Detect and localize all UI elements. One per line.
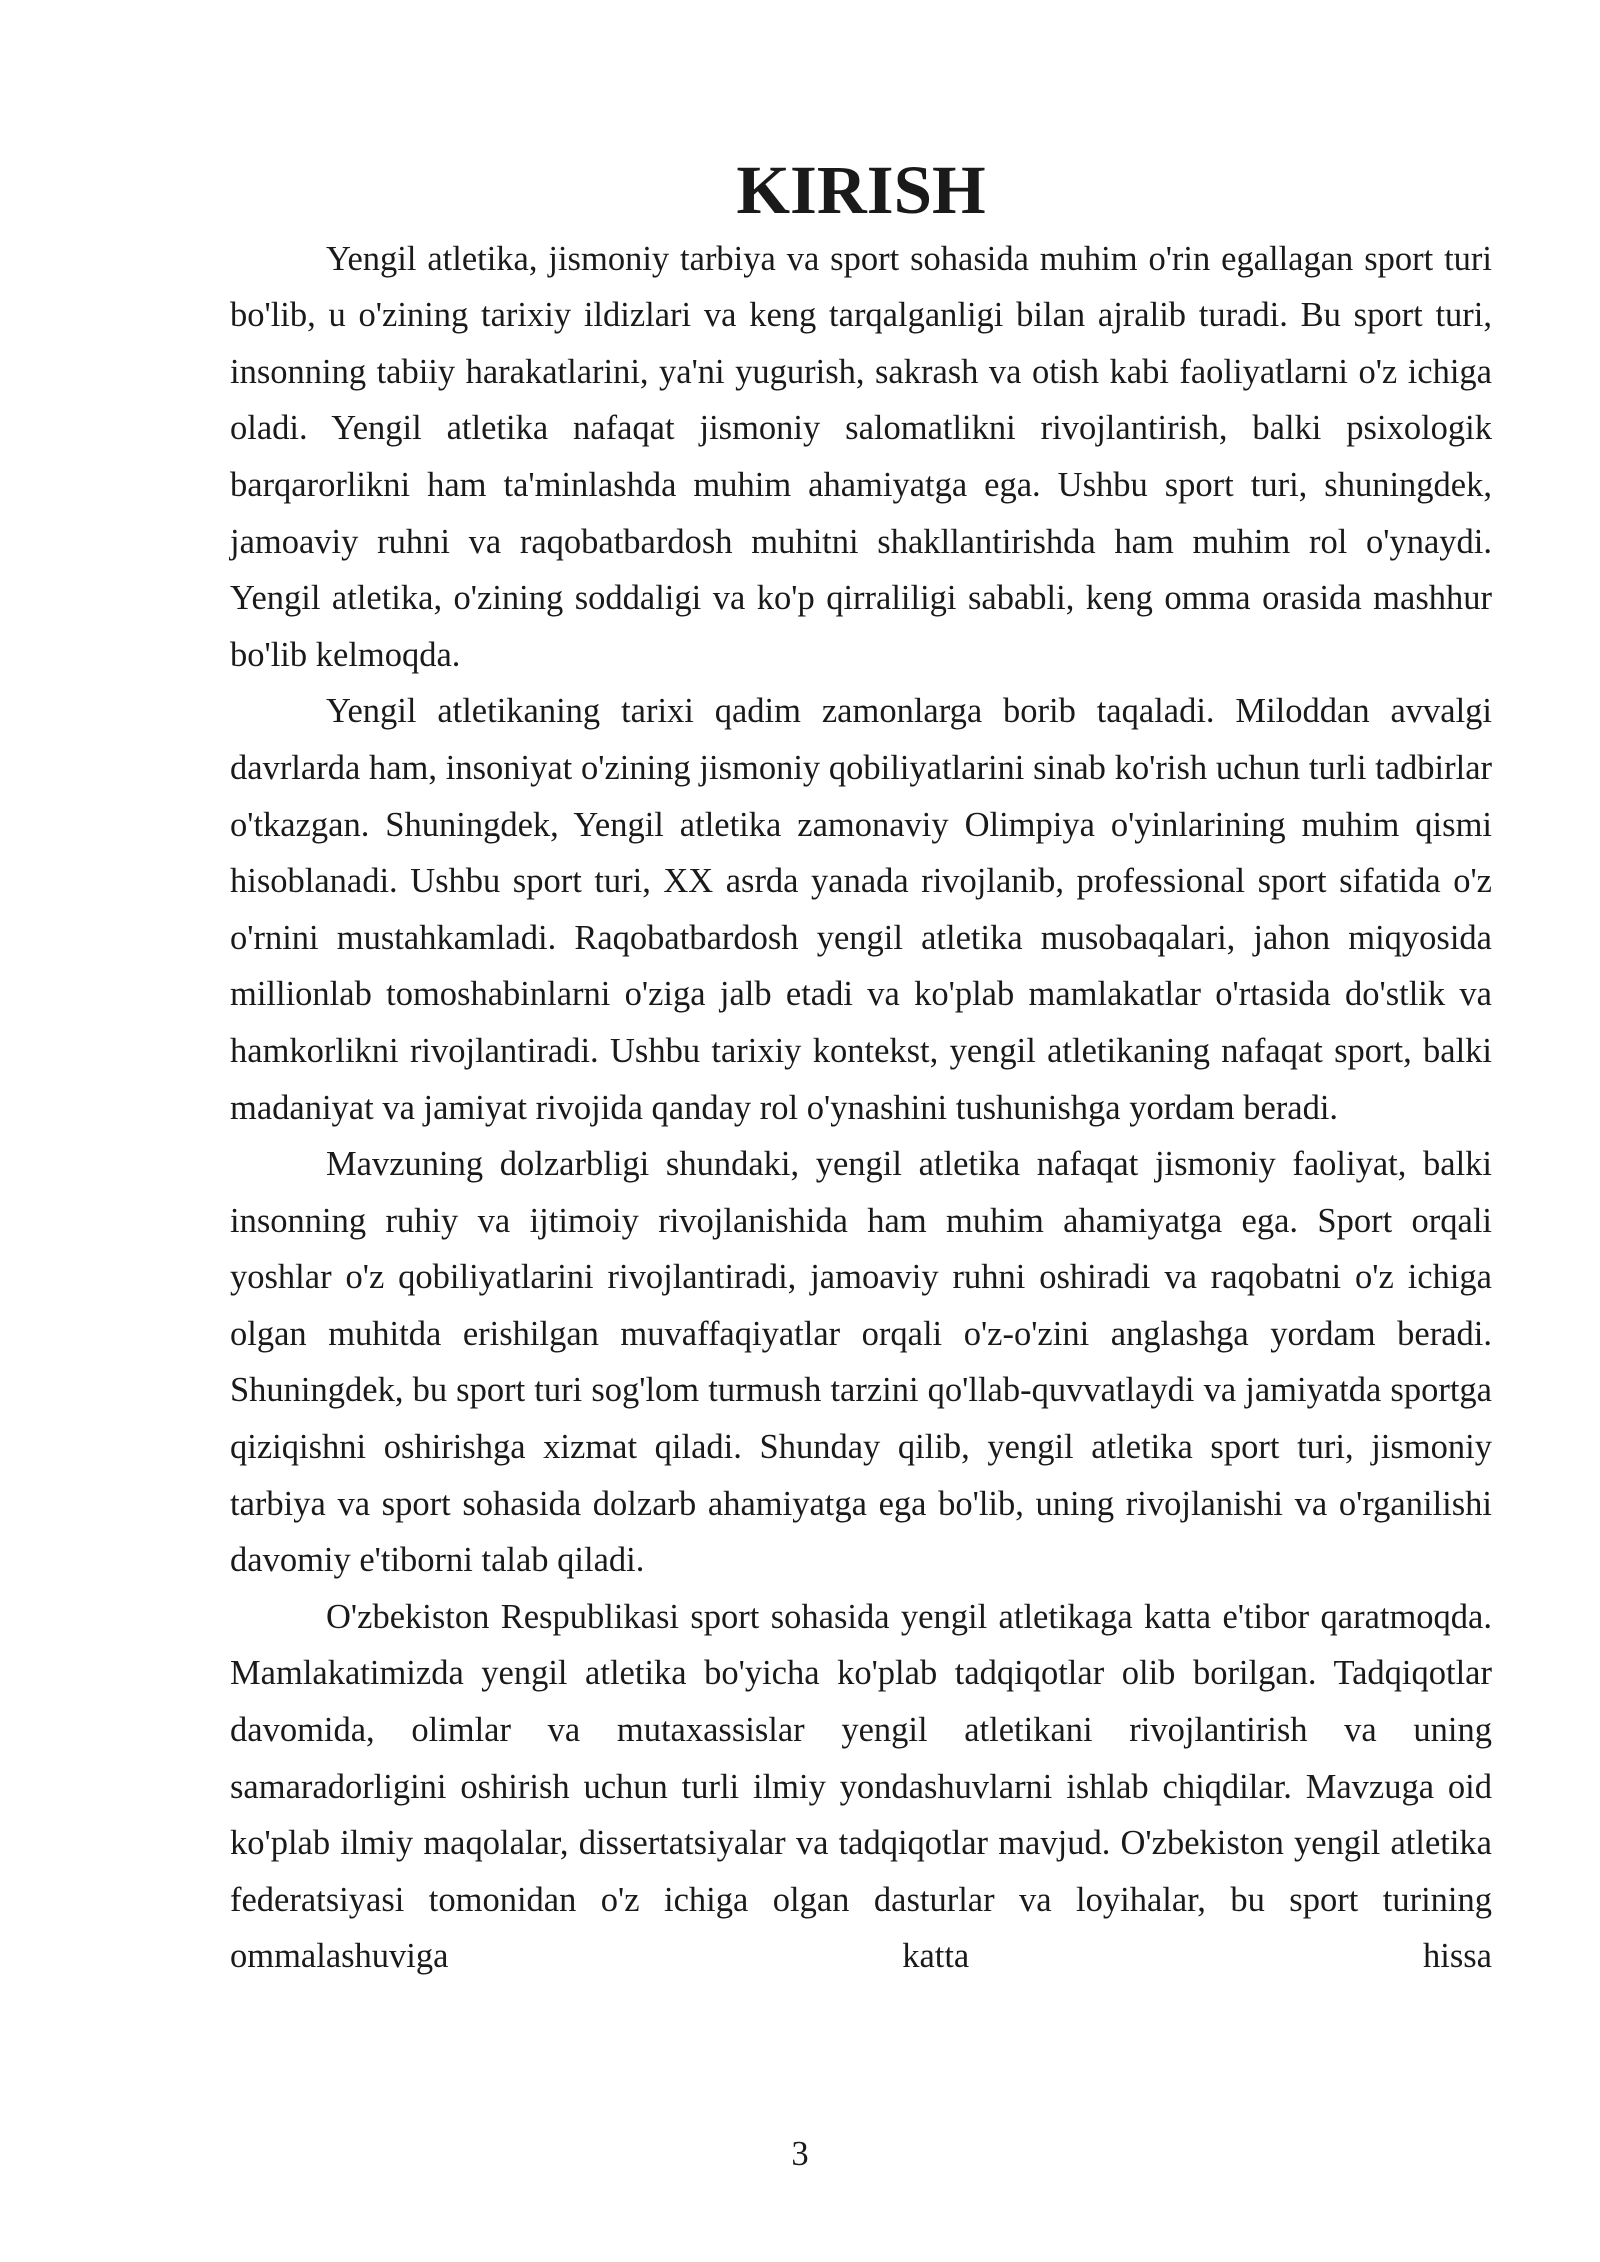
paragraph-1: Yengil atletika, jismoniy tarbiya va sport sohasida muhim o'rin egallagan sport turi bo'lib, u o'zining tarixiy ildizlari va keng tarqalganligi bilan ajralib turadi. Bu sport turi, insonning tabiiy harakatlarini, ya'ni yugurish, sakrash va otish kabi faoliyatlarni o'z ichiga oladi. Yengil atletika nafaqat jismoniy salomatlikni rivojlantirish, balki psixologik barqarorlikni ham ta'minlashda muhim ahamiyatga ega. Ushbu sport turi, shuningdek, jamoaviy ruhni va raqobatbardosh muhitni shakllantirishda ham muhim rol o'ynaydi. Yengil atletika, o'zining soddaligi va ko'p qirraliligi sababli, keng omma orasida mashhur bo'lib kelmoqda. bbox=[230, 239, 1492, 674]
page-number: 3 bbox=[791, 2135, 809, 2173]
paragraph-2: Yengil atletikaning tarixi qadim zamonlarga borib taqaladi. Miloddan avvalgi davrlarda ham, insoniyat o'zining jismoniy qobiliyatlarini sinab ko'rish uchun turli tadbirlar o'tkazgan. Shuningdek, Yengil atletika zamonaviy Olimpiya o'yinlarining muhim qismi hisoblanadi. Ushbu sport turi, XX asrda yanada rivojlanib, professional sport sifatida o'z o'rnini mustahkamladi. Raqobatbardosh yengil atletika musobaqalari, jahon miqyosida millionlab tomoshabinlarni o'ziga jalb etadi va ko'plab mamlakatlar o'rtasida do'stlik va hamkorlikni rivojlantiradi. Ushbu tarixiy kontekst, yengil atletikaning nafaqat sport, balki madaniyat va jamiyat rivojida qanday rol o'ynashini tushunishga yordam beradi. bbox=[230, 692, 1492, 1127]
paragraph-4: O'zbekiston Respublikasi sport sohasida yengil atletikaga katta e'tibor qaratmoqda. Mamlakatimizda yengil atletika bo'yicha ko'plab tadqiqotlar olib borilgan. Tadqiqotlar davomida, olimlar va mutaxassislar yengil atletikani rivojlantirish va uning samaradorligini oshirish uchun turli ilmiy yondashuvlarni ishlab chiqdilar. Mavzuga oid ko'plab ilmiy maqolalar, dissertatsiyalar va tadqiqotlar mavjud. O'zbekiston yengil atletika federatsiyasi tomonidan o'z ichiga olgan dasturlar va loyihalar, bu sport turining ommalashuviga katta hissa bbox=[230, 1597, 1492, 1976]
page-title: KIRISH bbox=[736, 152, 986, 228]
paragraph-3: Mavzuning dolzarbligi shundaki, yengil atletika nafaqat jismoniy faoliyat, balki insonning ruhiy va ijtimoiy rivojlanishida ham muhim ahamiyatga ega. Sport orqali yoshlar o'z qobiliyatlarini rivojlantiradi, jamoaviy ruhni oshiradi va raqobatni o'z ichiga olgan muhitda erishilgan muvaffaqiyatlar orqali o'z-o'zini anglashga yordam beradi. Shuningdek, bu sport turi sog'lom turmush tarzini qo'llab-quvvatlaydi va jamiyatda sportga qiziqishni oshirishga xizmat qiladi. Shunday qilib, yengil atletika sport turi, jismoniy tarbiya va sport sohasida dolzarb ahamiyatga ega bo'lib, uning rivojlanishi va o'rganilishi davomiy e'tiborni talab qiladi. bbox=[230, 1145, 1492, 1580]
page-content bbox=[230, 152, 1492, 1985]
